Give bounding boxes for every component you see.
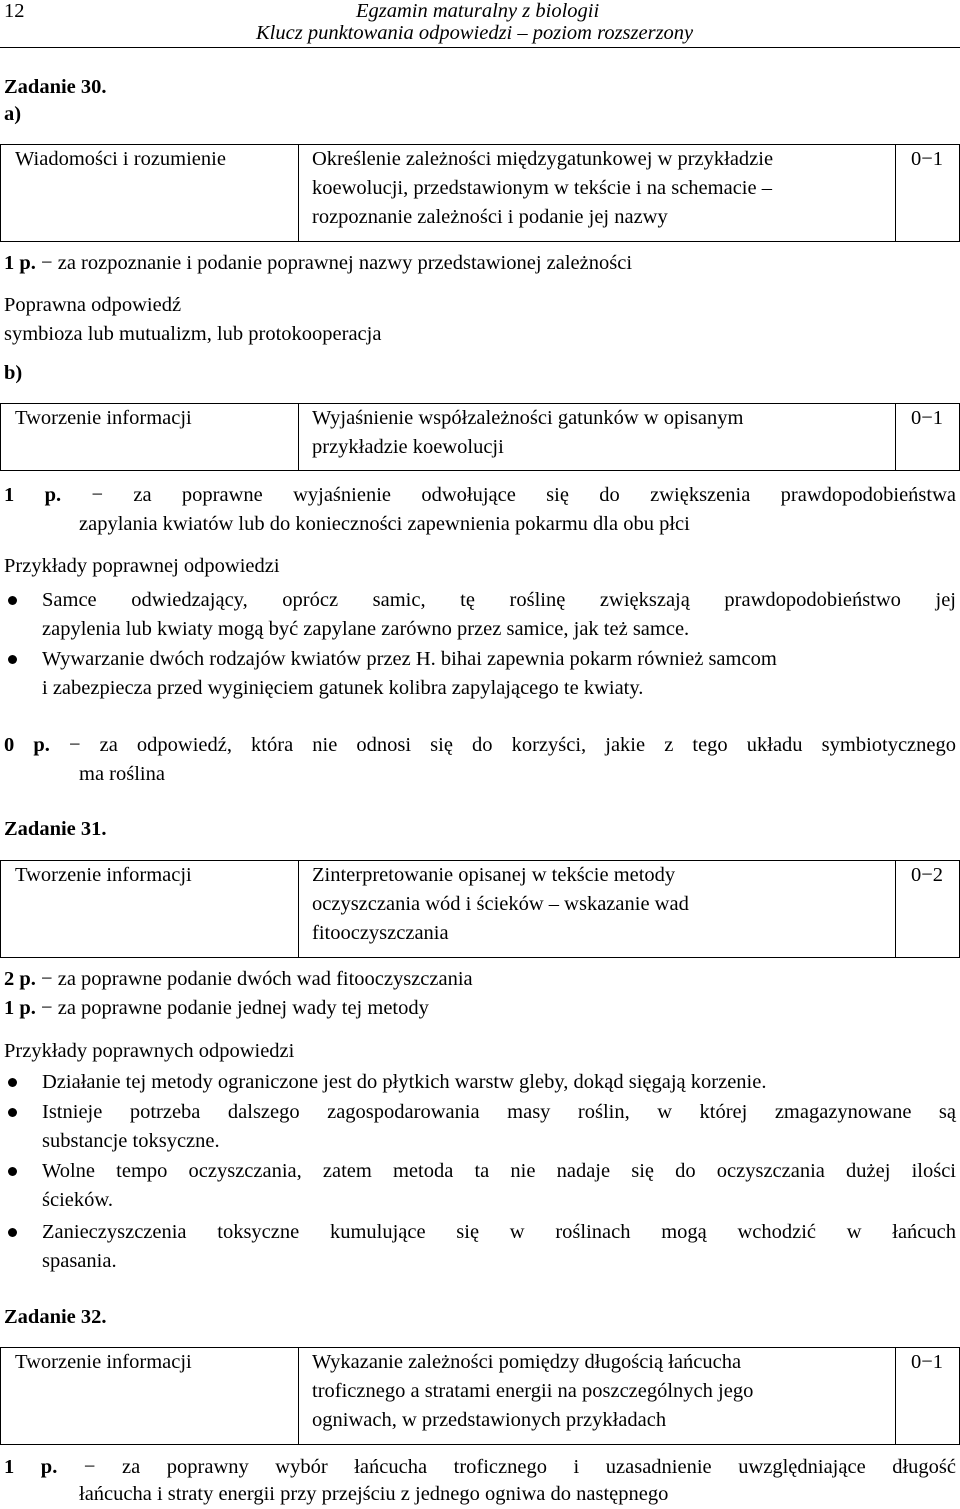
task-30-part-b-label: b) — [4, 362, 23, 384]
table-separator — [895, 1348, 896, 1444]
description-line: troficznego a stratami energii na poszczególnych jego — [312, 1380, 754, 1402]
description-line: rozpoznanie zależności i podanie jej nazwy — [312, 206, 668, 228]
table-separator — [298, 404, 299, 470]
description-line: Określenie zależności międzygatunkowej w przykładzie — [312, 148, 774, 170]
skill-category: Tworzenie informacji — [15, 864, 192, 886]
score-criterion: − za poprawne podanie jednej wady tej metody — [35, 997, 429, 1019]
examples-label: Przykłady poprawnej odpowiedzi — [4, 555, 280, 577]
list-item-text: zapylenia lub kwiaty mogą być zapylane zarówno przez samice, jak też samce. — [42, 618, 690, 640]
skill-description — [312, 861, 689, 948]
task-32-heading: Zadanie 32. — [4, 1306, 107, 1328]
task-30b-table — [0, 403, 960, 471]
score-points: 1 p. — [4, 484, 62, 506]
description-line: Wykazanie zależności pomiędzy długością łańcucha — [312, 1351, 742, 1373]
header-rule — [0, 47, 960, 48]
score-rule-continuation: łańcucha i straty energii przy przejściu z jednego ogniwa do następnego — [79, 1483, 669, 1505]
list-item-text: Wywarzanie dwóch rodzajów kwiatów przez H. bihai zapewnia pokarm również samcom — [42, 648, 777, 670]
table-separator — [298, 145, 299, 241]
list-item-text: substancje toksyczne. — [42, 1130, 220, 1152]
list-item-text: ścieków. — [42, 1189, 113, 1211]
bullet-icon — [8, 1167, 17, 1176]
score-rule — [4, 481, 956, 510]
list-item-text: Samce odwiedzający, oprócz samic, tę roślinę zwiększają prawdopodobieństwo jej — [42, 589, 956, 611]
skill-description — [312, 404, 743, 462]
skill-description — [312, 1348, 753, 1435]
table-separator — [298, 861, 299, 957]
score-range: 0−1 — [910, 1351, 943, 1373]
bullet-icon — [8, 655, 17, 664]
score-points: 1 p. — [4, 1456, 58, 1478]
description-line: przykładzie koewolucji — [312, 436, 504, 458]
description-line: fitooczyszczania — [312, 922, 449, 944]
score-criterion: − za odpowiedź, która nie odnosi się do korzyści, jakie z tego układu symbiotycznego — [49, 734, 957, 756]
score-criterion: − za poprawne wyjaśnienie odwołujące się do zwiększenia prawdopodobieństwa — [61, 484, 956, 506]
score-rule — [4, 731, 956, 760]
description-line: ogniwach, w przedstawionych przykładach — [312, 1409, 667, 1431]
table-separator — [895, 145, 896, 241]
skill-category: Wiadomości i rozumienie — [15, 148, 226, 170]
score-criterion: − za poprawny wybór łańcucha troficznego i uzasadnienie uwzględniające długość — [57, 1456, 957, 1478]
answer-label: Poprawna odpowiedź — [4, 294, 182, 316]
task-30-part-a-label: a) — [4, 103, 22, 125]
description-line: oczyszczania wód i ścieków – wskazanie wad — [312, 893, 689, 915]
score-rule — [4, 965, 473, 994]
score-rule — [4, 249, 632, 278]
score-rule-continuation: zapylania kwiatów lub do konieczności zapewnienia pokarmu dla obu płci — [79, 513, 690, 535]
task-32-table — [0, 1347, 960, 1445]
bullet-icon — [8, 1108, 17, 1117]
task-31-table — [0, 860, 960, 958]
score-points: 1 p. — [4, 252, 36, 274]
list-item-text: Wolne tempo oczyszczania, zatem metoda ta nie nadaje się do oczyszczania dużej ilości — [42, 1160, 956, 1182]
description-line: Zinterpretowanie opisanej w tekście metody — [312, 864, 676, 886]
score-rule-continuation: ma roślina — [79, 763, 165, 785]
score-range: 0−1 — [910, 407, 943, 429]
header-title: Egzamin maturalny z biologii — [356, 0, 600, 22]
score-criterion: − za rozpoznanie i podanie poprawnej nazwy przedstawionej zależności — [35, 252, 633, 274]
score-points: 0 p. — [4, 734, 50, 756]
score-criterion: − za poprawne podanie dwóch wad fitooczyszczania — [35, 968, 473, 990]
score-points: 1 p. — [4, 997, 36, 1019]
table-separator — [895, 861, 896, 957]
score-rule — [4, 994, 429, 1023]
list-item-text: i zabezpiecza przed wyginięciem gatunek kolibra zapylającego te kwiaty. — [42, 677, 644, 699]
task-30-heading: Zadanie 30. — [4, 76, 107, 98]
skill-category: Tworzenie informacji — [15, 407, 192, 429]
list-item-text: Działanie tej metody ograniczone jest do płytkich warstw gleby, dokąd sięgają korzenie. — [42, 1071, 767, 1093]
table-separator — [298, 1348, 299, 1444]
skill-description — [312, 145, 773, 232]
header-subtitle: Klucz punktowania odpowiedzi – poziom rozszerzony — [256, 22, 694, 44]
list-item-text: spasania. — [42, 1250, 117, 1272]
bullet-icon — [8, 1078, 17, 1087]
score-points: 2 p. — [4, 968, 36, 990]
description-line: koewolucji, przedstawionym w tekście i na schemacie – — [312, 177, 772, 199]
table-separator — [895, 404, 896, 470]
list-item-text: Istnieje potrzeba dalszego zagospodarowania masy roślin, w której zmagazynowane są — [42, 1101, 956, 1123]
task-31-heading: Zadanie 31. — [4, 818, 107, 840]
task-30a-table — [0, 144, 960, 242]
score-range: 0−1 — [910, 148, 943, 170]
description-line: Wyjaśnienie współzależności gatunków w opisanym — [312, 407, 744, 429]
list-item-text: Zanieczyszczenia toksyczne kumulujące się w roślinach mogą wchodzić w łańcuch — [42, 1221, 956, 1243]
bullet-icon — [8, 1228, 17, 1237]
score-range: 0−2 — [910, 864, 943, 886]
page-number: 12 — [4, 0, 25, 22]
answer-text: symbioza lub mutualizm, lub protokooperacja — [4, 323, 382, 345]
bullet-icon — [8, 596, 17, 605]
examples-label: Przykłady poprawnych odpowiedzi — [4, 1040, 295, 1062]
score-rule — [4, 1453, 956, 1482]
skill-category: Tworzenie informacji — [15, 1351, 192, 1373]
